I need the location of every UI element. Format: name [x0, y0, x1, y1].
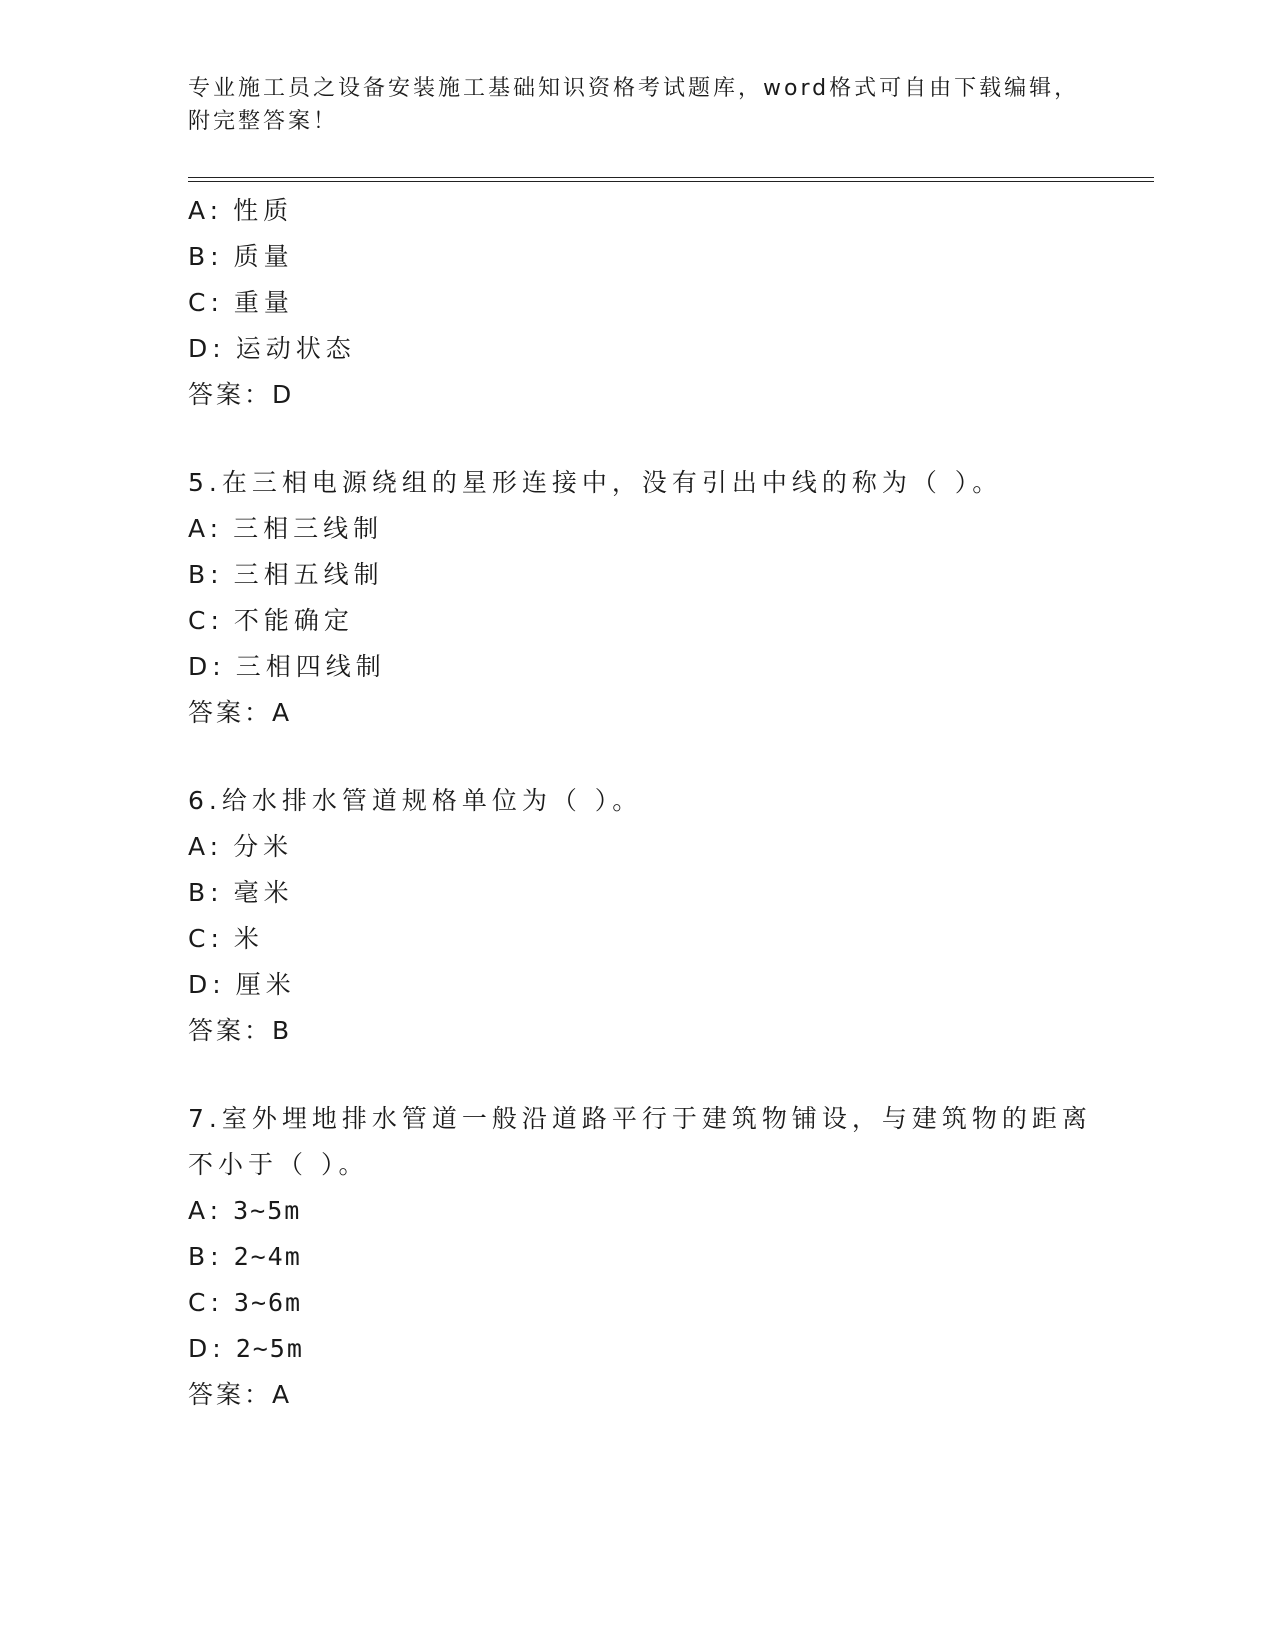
option-d: D: 运动状态: [188, 334, 356, 363]
question-stem-line: 6.给水排水管道规格单位为（ ）。: [188, 786, 643, 815]
question-block: [188, 1096, 1092, 1418]
header-divider-bottom: [188, 181, 1154, 182]
answer-line: 答案：B: [188, 1016, 293, 1045]
option-d: D: 2~5m: [188, 1334, 304, 1363]
header-line-1: 专业施工员之设备安装施工基础知识资格考试题库，word格式可自由下载编辑，: [188, 76, 1080, 101]
option-b: B: 毫米: [188, 878, 294, 907]
question-stem-line: 7.室外埋地排水管道一般沿道路平行于建筑物铺设，与建筑物的距离: [188, 1104, 1092, 1133]
question-block: [188, 188, 1088, 418]
document-header: [188, 72, 1088, 138]
option-a: A: 三相三线制: [188, 514, 384, 543]
question-block: [188, 778, 1088, 1054]
option-c: C: 不能确定: [188, 606, 354, 635]
answer-line: 答案：A: [188, 1380, 293, 1409]
question-stem-line: 5.在三相电源绕组的星形连接中，没有引出中线的称为（ ）。: [188, 468, 1003, 497]
header-line-2: 附完整答案！: [188, 109, 339, 134]
option-a: A: 性质: [188, 196, 294, 225]
question-stem: [188, 1096, 1092, 1188]
question-list: [188, 188, 1092, 1418]
option-b: B: 质量: [188, 242, 294, 271]
question-stem-line: 不小于（ ）。: [188, 1150, 369, 1179]
question-block: [188, 460, 1088, 736]
option-c: C: 重量: [188, 288, 294, 317]
question-stem: [188, 460, 1088, 506]
answer-line: 答案：D: [188, 380, 295, 409]
answer-line: 答案：A: [188, 698, 293, 727]
option-d: D: 厘米: [188, 970, 296, 999]
option-b: B: 三相五线制: [188, 560, 384, 589]
option-a: A: 分米: [188, 832, 294, 861]
header-divider-top: [188, 177, 1154, 178]
question-stem: [188, 778, 1088, 824]
option-d: D: 三相四线制: [188, 652, 386, 681]
option-a: A: 3~5m: [188, 1196, 302, 1225]
option-c: C: 米: [188, 924, 264, 953]
option-b: B: 2~4m: [188, 1242, 302, 1271]
option-c: C: 3~6m: [188, 1288, 303, 1317]
